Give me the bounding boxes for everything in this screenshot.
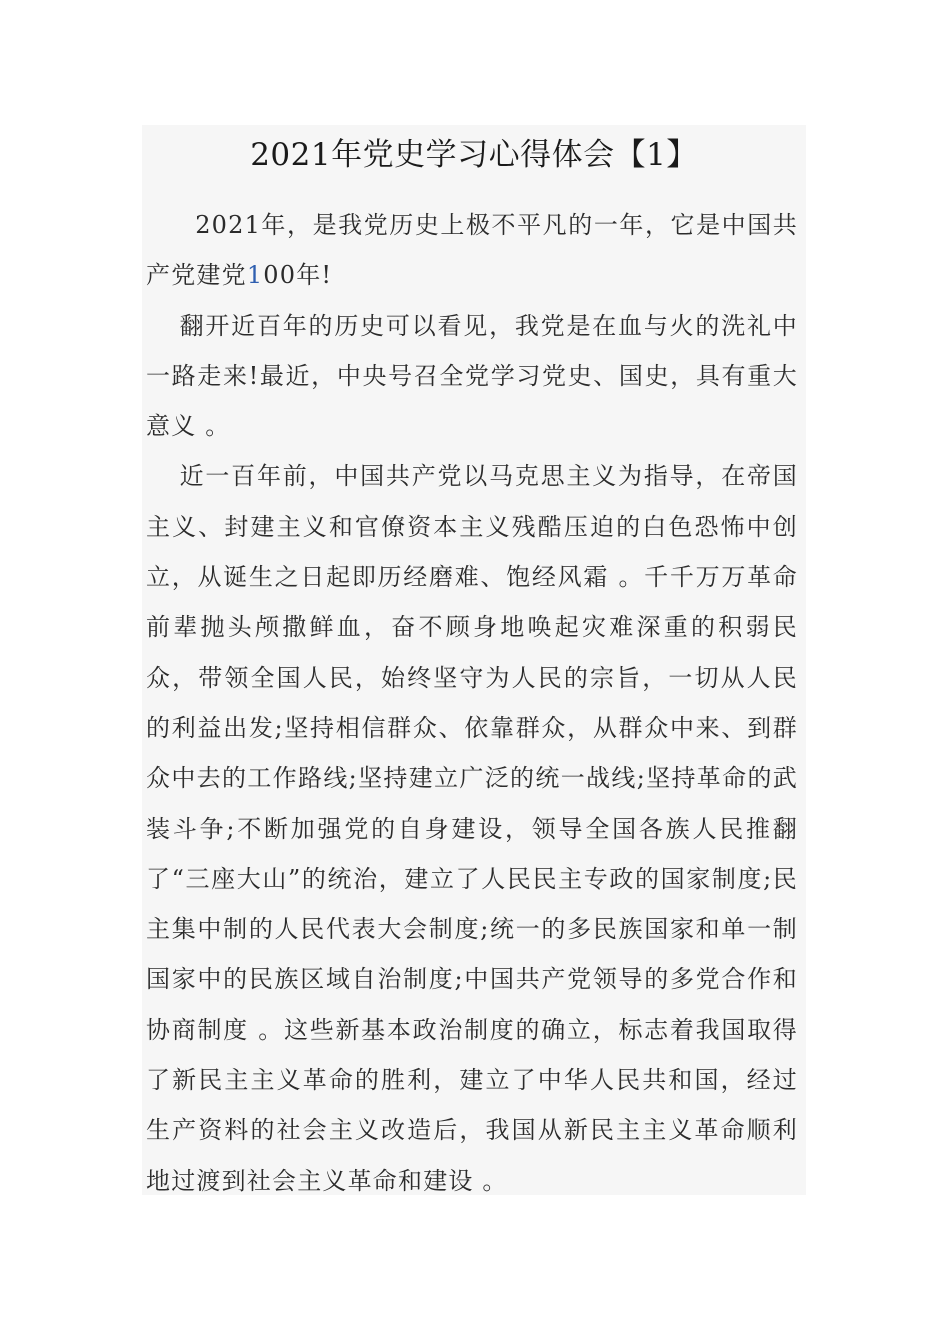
paragraph-1 [146,200,798,301]
document-title: 2021年党史学习心得体会【1】 [250,137,698,173]
paragraph-1-link[interactable]: 1 [246,261,264,290]
paragraph-2: 翻开近百年的历史可以看见，我党是在血与火的洗礼中一路走来!最近，中央号召全党学习党史、国史，具有重大意义 。 [146,311,798,441]
paragraph-1-text-start: 2021年，是我党历史上极不平凡的一年，它是中国共产党建党 [146,211,798,290]
document-body [146,200,798,1206]
paragraph-1-text-end: 00年! [263,261,333,290]
paragraph-3: 近一百年前，中国共产党以马克思主义为指导，在帝国主义、封建主义和官僚资本主义残酷压迫的白色恐怖中创立，从诞生之日起即历经磨难、饱经风霜 。千千万万革命前辈抛头颅撒鲜血，奋不顾身地唤起灾难深重的积弱民众，带领全国人民，始终坚守为人民的宗旨，一切从人民的利益出发;坚持相信群众、依靠群众，从群众中来、到群众中去的工作路线;坚持建立广泛的统一战线;坚持革命的武装斗争;不断加强党的自身建设，领导全国各族人民推翻了“三座大山”的统治，建立了人民民主专政的国家制度;民主集中制的人民代表大会制度;统一的多民族国家和单一制国家中的民族区域自治制度;中国共产党领导的多党合作和协商制度 。这些新基本政治制度的确立，标志着我国取得了新民主主义革命的胜利，建立了中华人民共和国，经过生产资料的社会主义改造后，我国从新民主主义革命顺利地过渡到社会主义革命和建设 。 [146,462,798,1195]
